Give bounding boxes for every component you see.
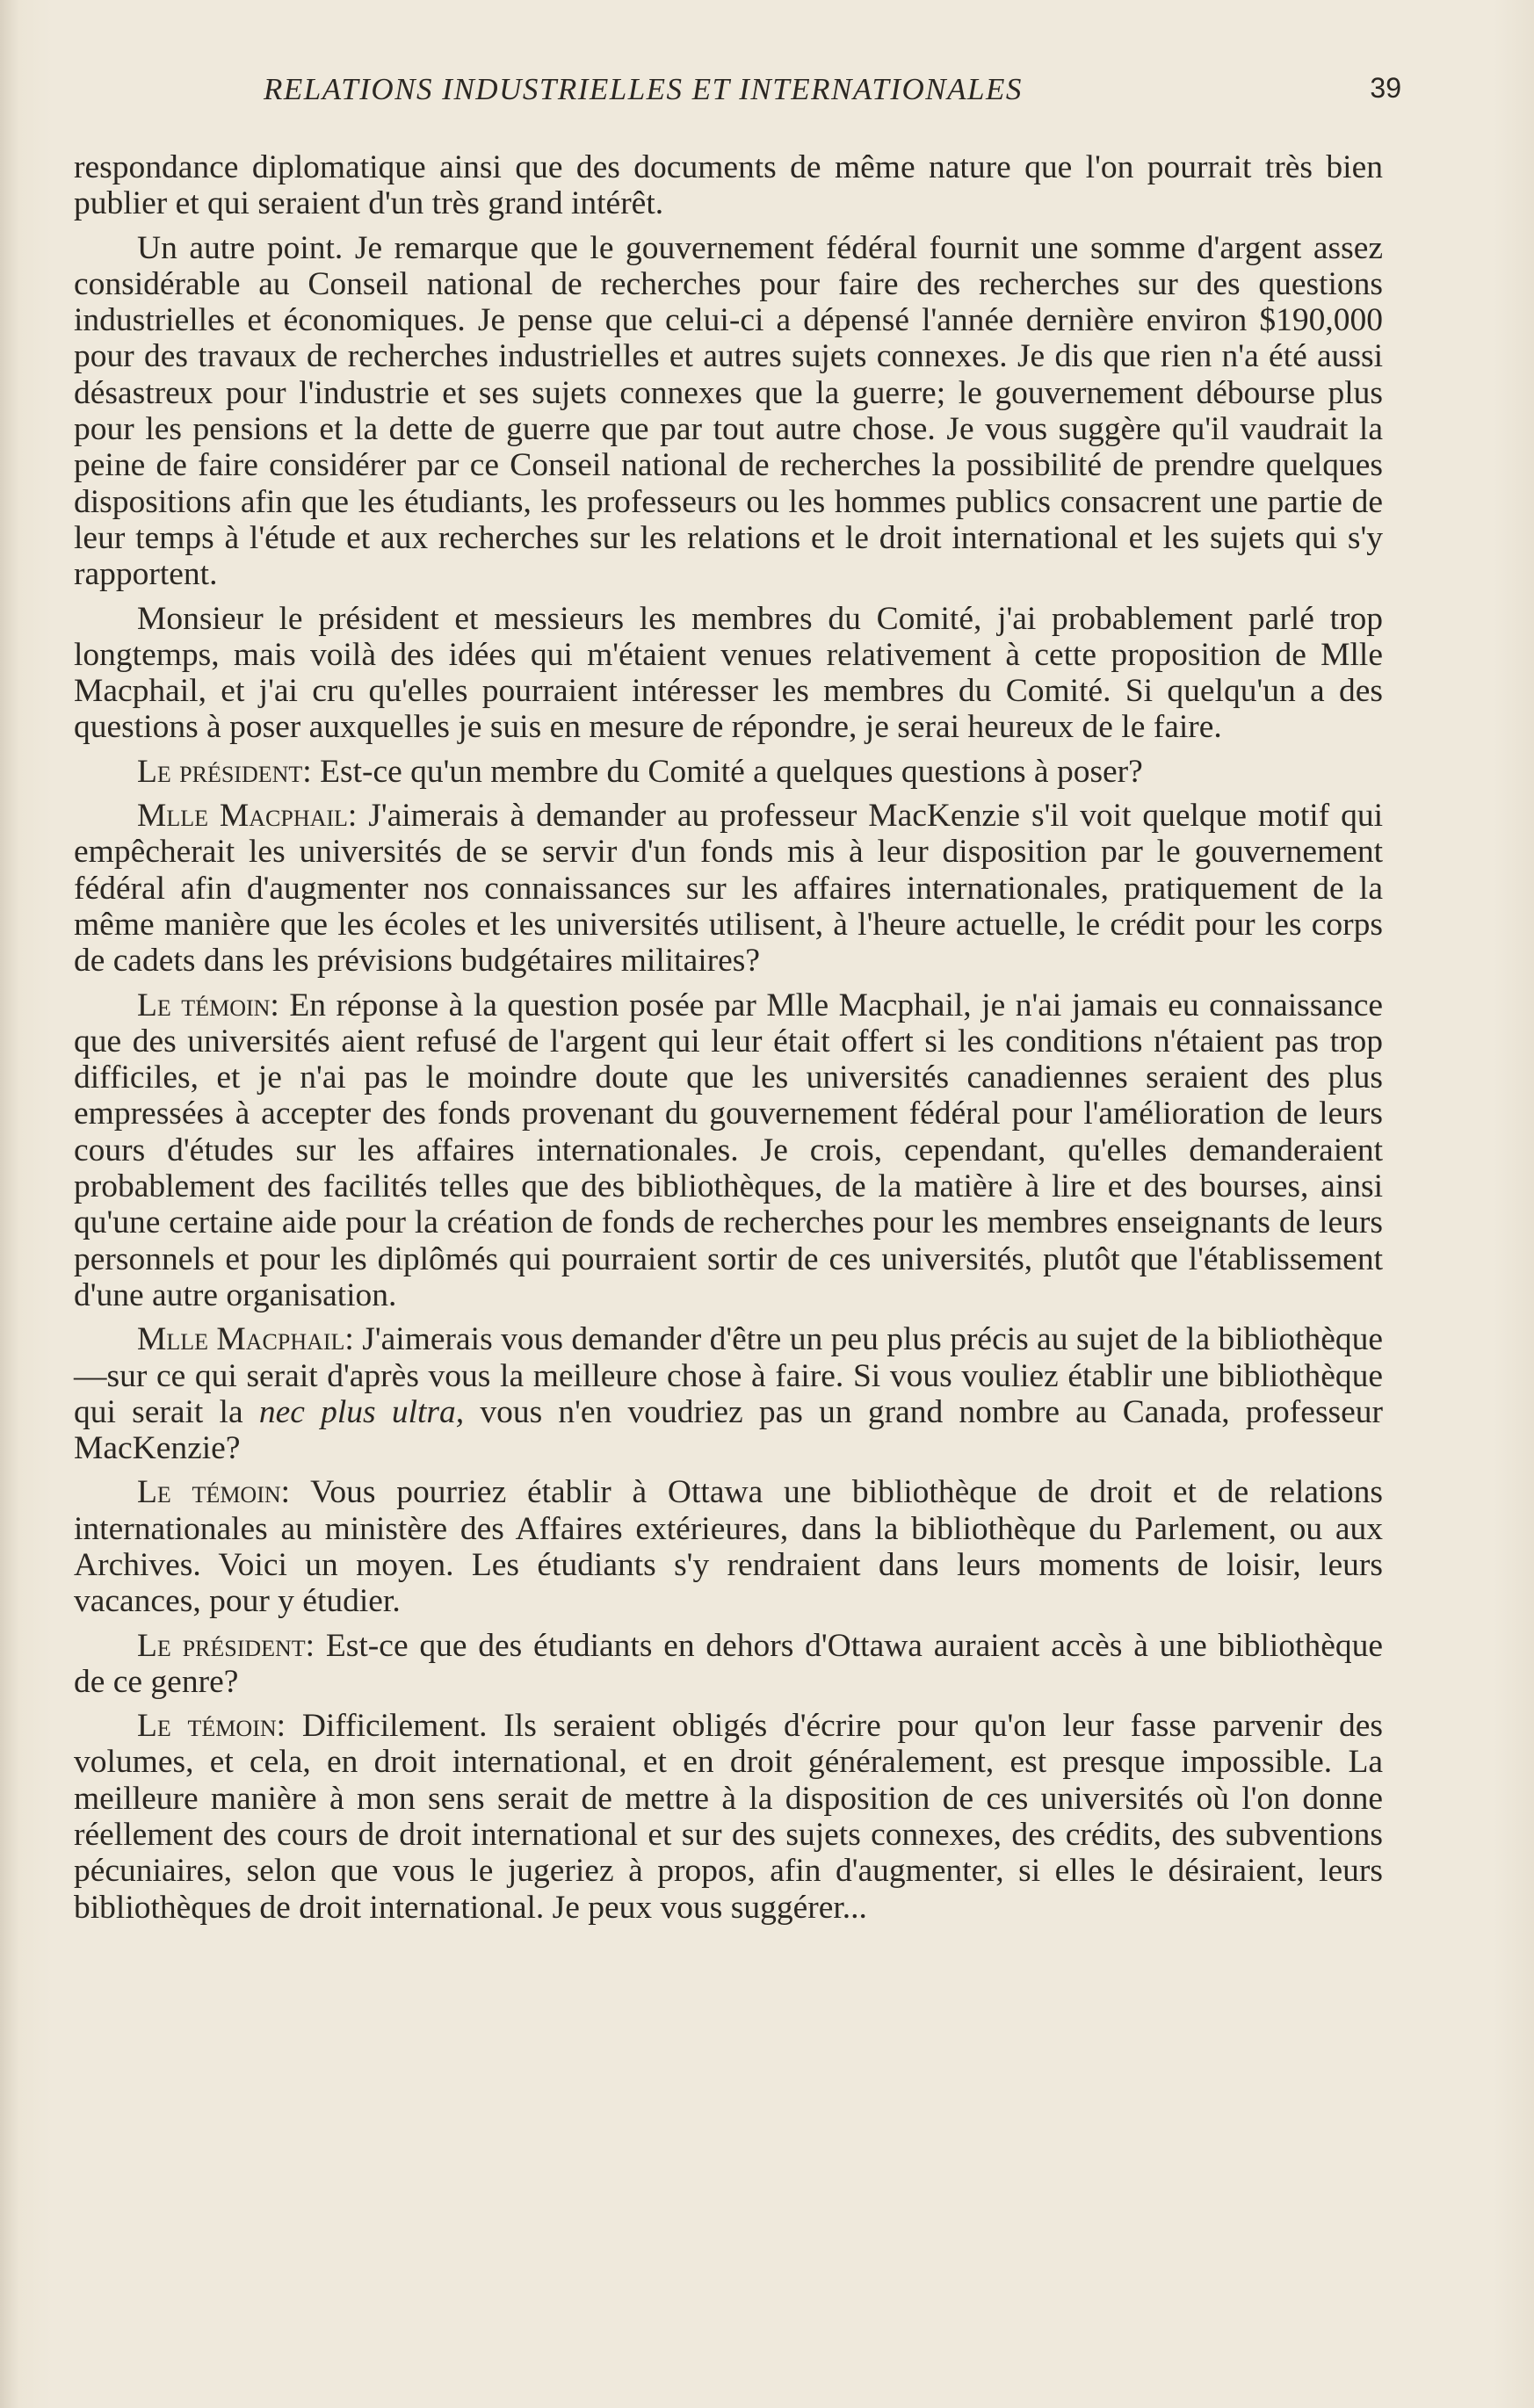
running-title: RELATIONS INDUSTRIELLES ET INTERNATIONALES	[264, 72, 1023, 106]
paragraph: Mlle Macphail: J'aimerais vous demander d'être un peu plus précis au sujet de la bibliothèque—sur ce qui serait d'après vous la meilleure chose à faire. Si vous vouliez établir une bibliothèque qui serait la nec plus ultra, vous n'en voudriez pas un grand nombre au Canada, professeur MacKenzie?	[74, 1321, 1384, 1467]
latin-phrase: nec plus ultra,	[258, 1393, 465, 1430]
body-text	[74, 149, 1383, 1934]
paragraph: respondance diplomatique ainsi que des documents de même nature que l'on pourrait très bien publier et qui seraient d'un très grand intérêt.	[74, 149, 1383, 222]
speaker-label: Le témoin:	[137, 1708, 286, 1745]
paragraph: Le témoin: Difficilement. Ils seraient obligés d'écrire pour qu'on leur fasse parvenir des volumes, et cela, en droit international, et en droit généralement, est presque impossible. La meilleure manière à mon sens serait de mettre à la disposition de ces universités où l'on donne réellement des cours de droit international et sur des sujets connexes, des crédits, des subventions pécuniaires, selon que vous le jugeriez à propos, afin d'augmenter, si elles le désiraient, leurs bibliothèques de droit international. Je peux vous suggérer...	[74, 1708, 1384, 1926]
speaker-label: Mlle Macphail:	[137, 798, 358, 835]
paragraph: Monsieur le président et messieurs les membres du Comité, j'ai probablement parlé trop longtemps, mais voilà des idées qui m'étaient venues relativement à cette proposition de Mlle Macphail, et j'ai cru qu'elles pourraient intéresser les membres du Comité. Si quelqu'un a des questions à poser auxquelles je suis en mesure de répondre, je serai heureux de le faire.	[74, 600, 1383, 746]
paragraph: Le président: Est-ce qu'un membre du Comité a quelques questions à poser?	[137, 753, 1143, 790]
speaker-label: Le témoin:	[137, 1474, 291, 1511]
paragraph: Le président: Est-ce que des étudiants en dehors d'Ottawa auraient accès à une bibliothèque de ce genre?	[74, 1627, 1384, 1700]
paragraph: Le témoin: En réponse à la question posée par Mlle Macphail, je n'ai jamais eu connaissance que des universités aient refusé de l'argent qui leur était offert si les conditions n'étaient pas trop difficiles, et je n'ai pas le moindre doute que les universités canadiennes seraient des plus empressées à accepter des fonds provenant du gouvernement fédéral pour l'amélioration de leurs cours d'études sur les affaires internationales. Je crois, cependant, qu'elles demanderaient probablement des facilités telles que des bibliothèques, de la matière à lire et des bourses, ainsi qu'une certaine aide pour la création de fonds de recherches pour les membres enseignants de leurs personnels et pour les diplômés qui pourraient sortir de ces universités, plutôt que l'établissement d'une autre organisation.	[74, 987, 1383, 1313]
speaker-label: Mlle Macphail:	[137, 1321, 354, 1358]
speaker-label: Le président:	[137, 753, 312, 790]
speaker-label: Le président:	[137, 1627, 315, 1664]
paragraph: Le témoin: Vous pourriez établir à Ottawa une bibliothèque de droit et de relations internationales au ministère des Affaires extérieures, dans la bibliothèque du Parlement, ou aux Archives. Voici un moyen. Les étudiants s'y rendraient dans leurs moments de loisir, leurs vacances, pour y étudier.	[74, 1474, 1383, 1620]
speaker-label: Le témoin:	[137, 987, 279, 1023]
paragraph: Un autre point. Je remarque que le gouvernement fédéral fournit une somme d'argent assez considérable au Conseil national de recherches pour faire des recherches sur des questions industrielles et économiques. Je pense que celui-ci a dépensé l'année dernière environ $190,000 pour des travaux de recherches industrielles et autres sujets connexes. Je dis que rien n'a été aussi désastreux pour l'industrie et ses sujets connexes que la guerre; le gouvernement débourse plus pour les pensions et la dette de guerre que par tout autre chose. Je vous suggère qu'il vaudrait la peine de faire considérer par ce Conseil national de recherches la possibilité de prendre quelques dispositions afin que les étudiants, les professeurs ou les hommes publics consacrent une partie de leur temps à l'étude et aux recherches sur les relations et le droit international et les sujets qui s'y rapportent.	[74, 229, 1383, 593]
paragraph: Mlle Macphail: J'aimerais à demander au professeur MacKenzie s'il voit quelque motif qui empêcherait les universités de se servir d'un fonds mis à leur disposition par le gouvernement fédéral afin d'augmenter nos connaissances sur les affaires internationales, pratiquement de la même manière que les écoles et les universités utilisent, à l'heure actuelle, le crédit pour les corps de cadets dans les prévisions budgétaires militaires?	[74, 798, 1384, 980]
page-number: 39	[1370, 72, 1401, 104]
